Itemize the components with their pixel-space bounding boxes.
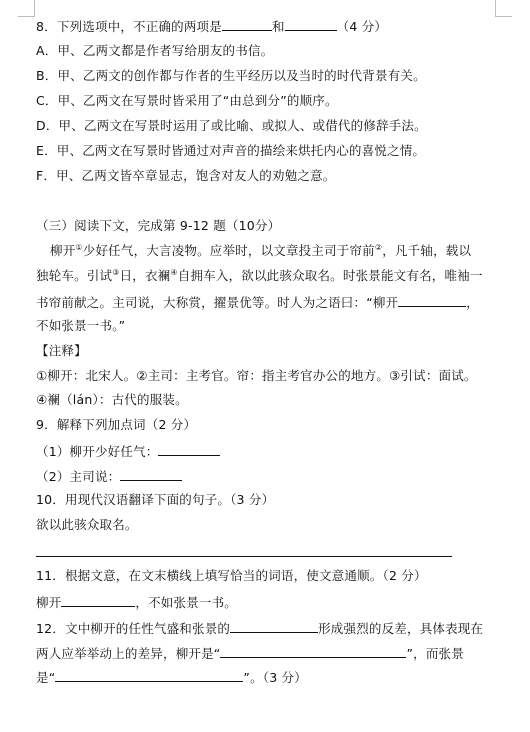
page-corner-mark-left [18, 0, 35, 17]
q10-sentence: 欲以此骇众取名。 [36, 517, 138, 532]
q12-blank-3[interactable] [55, 668, 243, 682]
passage-line-4: 不如张景一书。” [36, 318, 126, 333]
footnote-marker-2: ② [374, 242, 383, 252]
q12-blank-1[interactable] [230, 619, 318, 633]
passage-text: 日，衣襕 [119, 268, 171, 283]
passage-blank[interactable] [398, 293, 466, 307]
passage-text: 独轮车。引试 [36, 268, 113, 283]
q12-line-3 [36, 668, 307, 686]
q12-text-e: 是“ [36, 670, 56, 685]
q8-option-f: F．甲、乙两文皆卒章显志，饱含对友人的劝勉之意。 [36, 168, 336, 183]
q8-blank-2[interactable] [285, 17, 337, 31]
notes-title: 【注释】 [36, 343, 87, 358]
note-line-1: ①柳开：北宋人。②主司：主考官。帘：指主考官办公的地方。③引试：面试。 [36, 368, 477, 383]
q12-blank-2[interactable] [220, 644, 406, 658]
q9-item-1 [36, 442, 220, 460]
passage-line-3 [36, 293, 479, 311]
q8-stem-text: 8．下列选项中，不正确的两项是 [36, 19, 222, 34]
passage-text: 柳开 [50, 243, 76, 258]
q8-option-d: D．甲、乙两文在写景时运用了或比喻、或拟人、或借代的修辞手法。 [36, 118, 427, 133]
q8-option-a: A．甲、乙两文都是作者写给朋友的书信。 [36, 43, 274, 58]
q9-stem: 9．解释下列加点词（2 分） [36, 417, 197, 432]
q8-option-c: C．甲、乙两文在写景时皆采用了“由总到分”的顺序。 [36, 93, 338, 108]
footnote-marker-3: ③ [112, 267, 120, 277]
q11-text-a: 柳开 [36, 595, 62, 610]
q9-blank-1[interactable] [158, 442, 220, 456]
q9-item-2-text: （2）主司说： [36, 469, 121, 484]
q10-answer-line[interactable] [36, 556, 452, 557]
q12-text-a: 12．文中柳开的任性气盛和张景的 [36, 621, 231, 636]
section3-heading: （三）阅读下文，完成第 9-12 题（10分） [36, 218, 281, 233]
q12-text-d: ”，而张景 [406, 646, 464, 661]
q8-stem-and: 和 [271, 19, 285, 34]
q8-option-e: E．甲、乙两文在写景时皆通过对声音的描绘来烘托内心的喜悦之情。 [36, 143, 426, 158]
q9-item-1-text: （1）柳开少好任气： [36, 444, 159, 459]
passage-text: ，凡千轴，载以 [382, 243, 472, 258]
q12-text-f: ”。（3 分） [243, 670, 307, 685]
q11-stem: 11．根据文意，在文末横线上填写恰当的词语，使文意通顺。（2 分） [36, 568, 427, 583]
passage-text: ， [466, 295, 479, 310]
q11-text-b: ，不如张景一书。 [135, 595, 238, 610]
passage-text: 自拥车入，欲以此骇众取名。时张景能文有名，唯袖一 [177, 268, 483, 283]
q8-blank-1[interactable] [222, 17, 272, 31]
passage-text: 书帘前献之。主司说，大称赏，擢景优等。时人为之语曰：“柳开 [36, 295, 399, 310]
q12-text-b: 形成强烈的反差，具体表现在 [318, 621, 484, 636]
q9-blank-2[interactable] [120, 467, 182, 481]
q9-item-2 [36, 467, 182, 485]
q8-option-b: B．甲、乙两文的创作都与作者的生平经历以及当时的时代背景有关。 [36, 68, 426, 83]
passage-line-1 [36, 243, 471, 259]
q12-line-2 [36, 644, 464, 662]
q10-stem: 10．用现代汉语翻译下面的句子。（3 分） [36, 492, 275, 507]
footnote-marker-1: ① [75, 242, 83, 252]
q8-stem [36, 17, 387, 35]
footnote-marker-4: ④ [170, 267, 178, 277]
note-line-2: ④襕（lán）：古代的服装。 [36, 392, 188, 407]
q8-points: （4 分） [336, 19, 388, 34]
passage-line-2 [36, 268, 483, 284]
q11-blank[interactable] [61, 593, 135, 607]
q12-text-c: 两人应举举动上的差异，柳开是“ [36, 646, 221, 661]
q11-answer [36, 593, 237, 611]
passage-text: 少好任气，大言凌物。应举时，以文章投主司于帘前 [82, 243, 375, 258]
q12-line-1 [36, 619, 483, 637]
page-corner-mark-right [495, 0, 512, 17]
